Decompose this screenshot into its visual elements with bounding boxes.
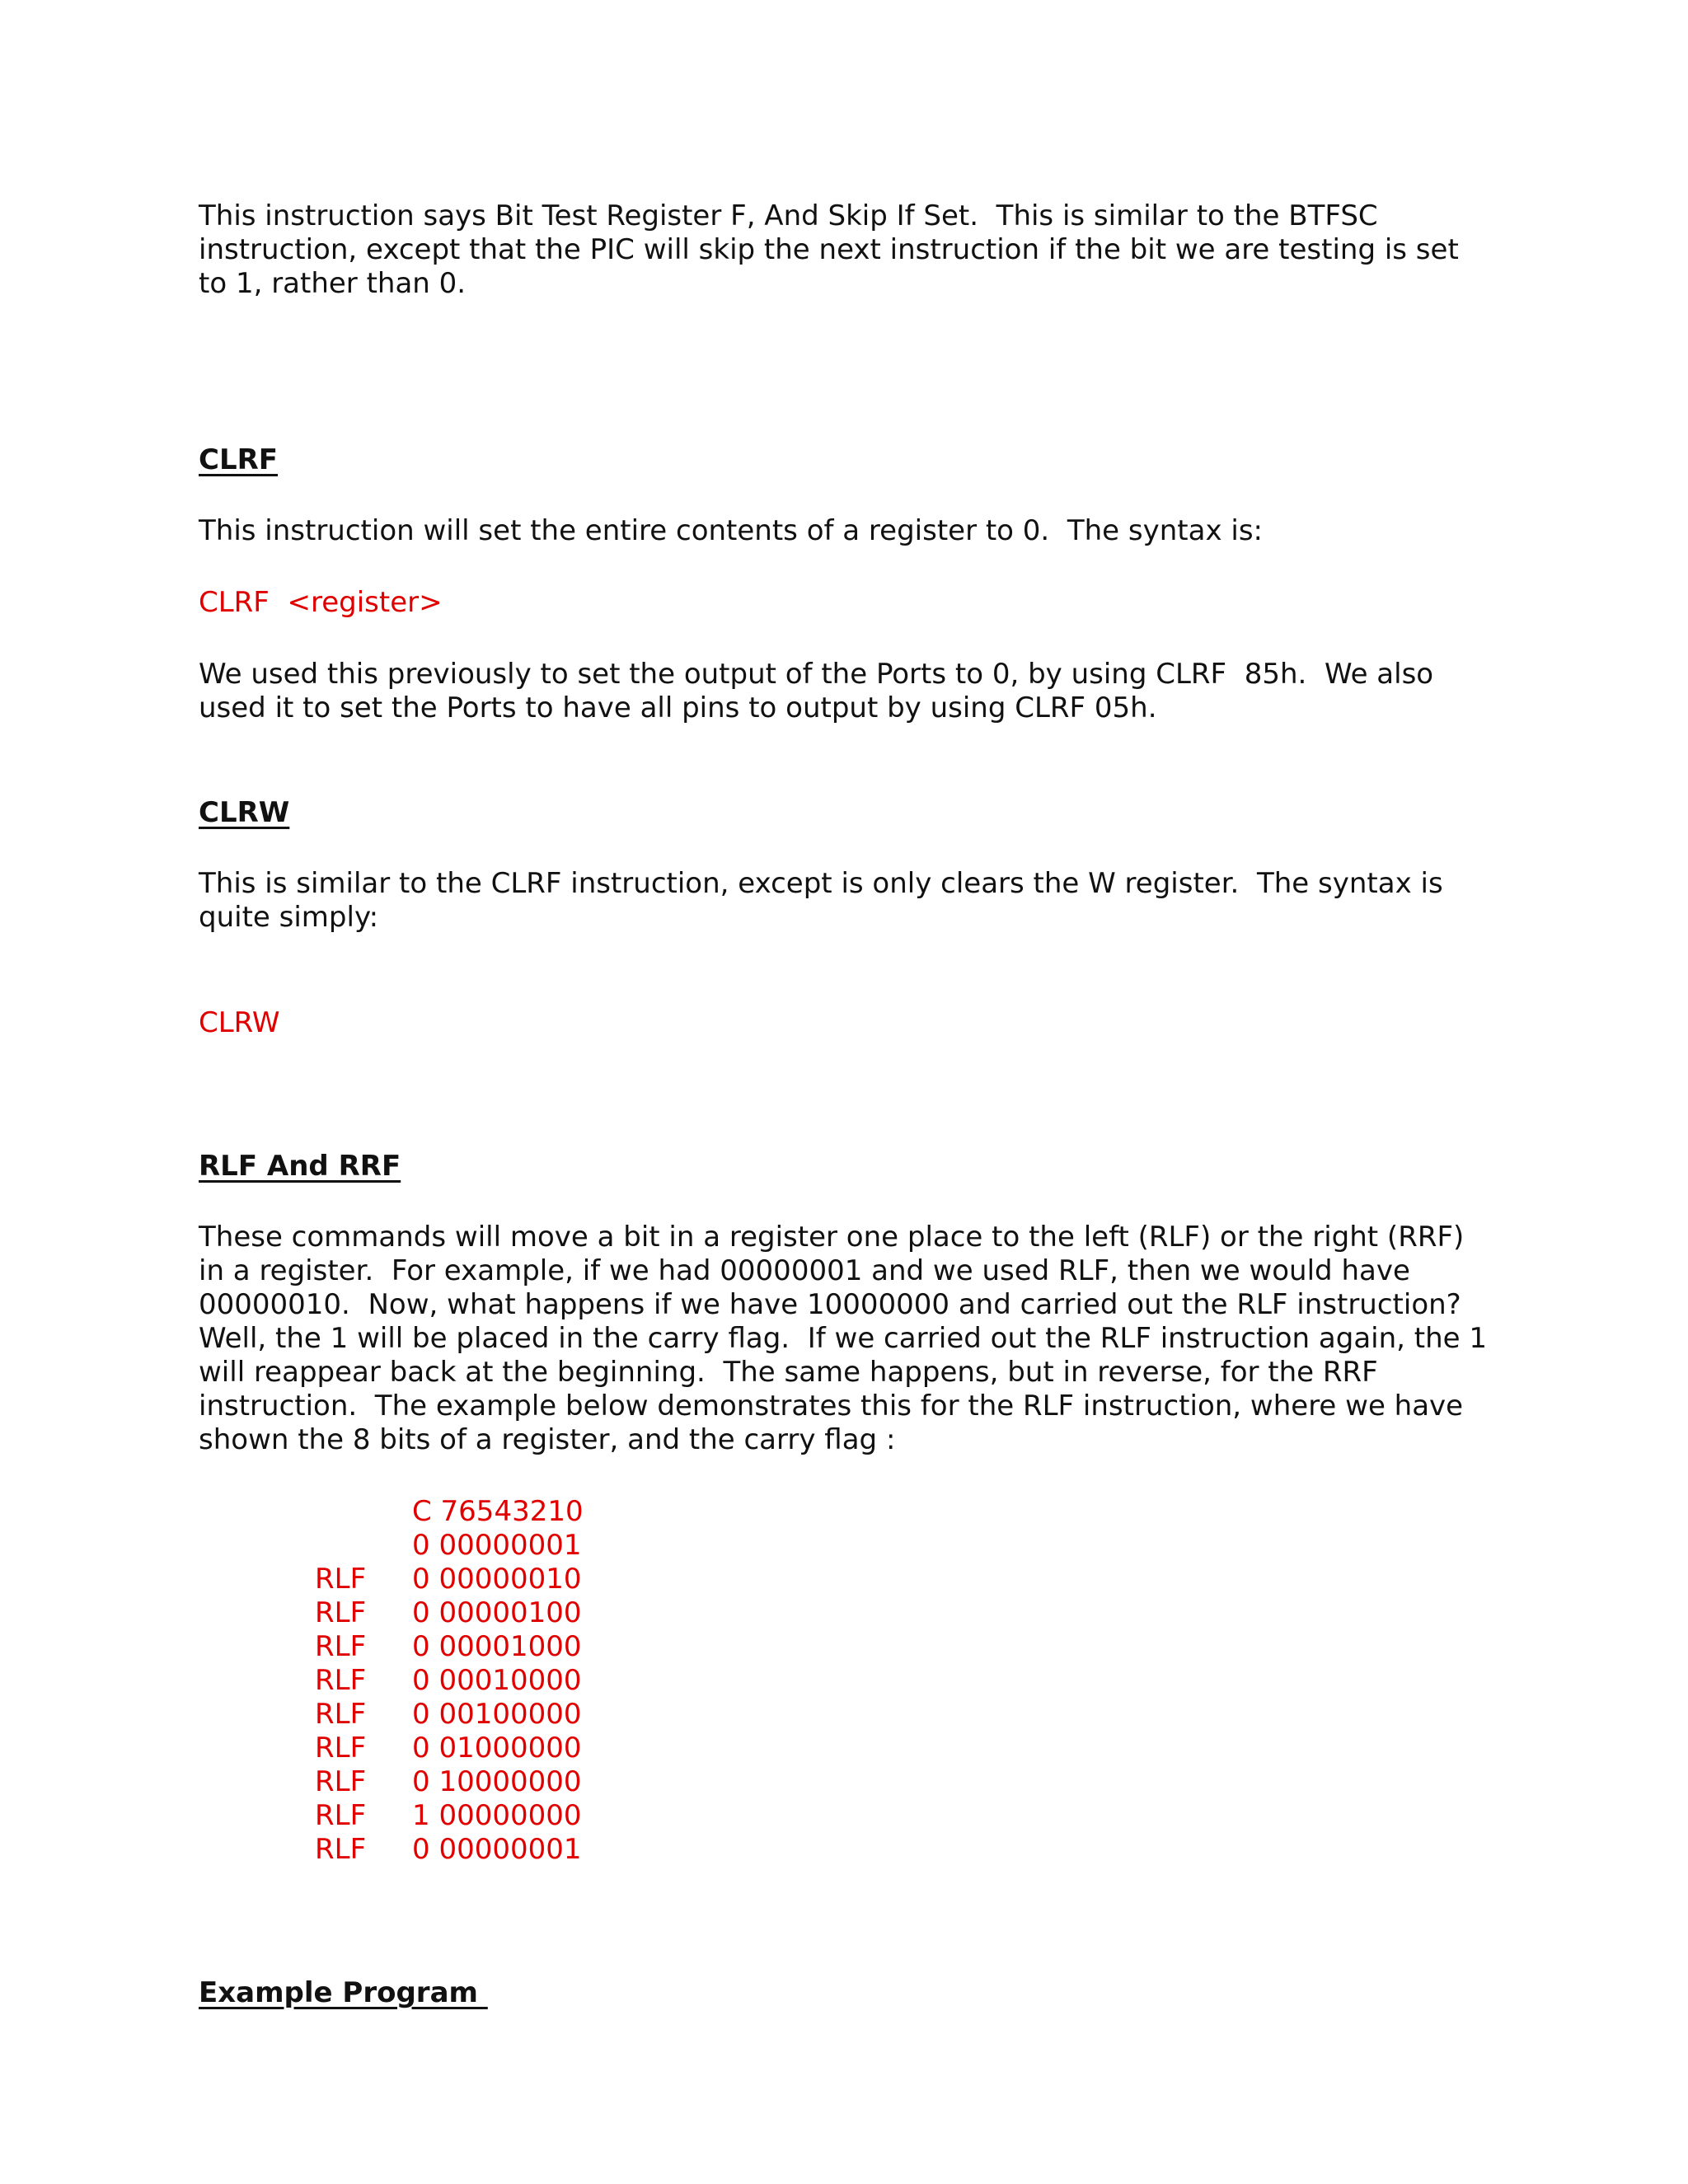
- intro-line: This instruction says Bit Test Register F, And Skip If Set. This is similar to the BTFSC: [199, 199, 1378, 232]
- rlf-op-cell: RLF: [315, 1833, 367, 1866]
- rlf-rrf-description-line: shown the 8 bits of a register, and the carry flag :: [199, 1423, 896, 1456]
- clrw-description-line: quite simply:: [199, 901, 379, 934]
- rlf-rrf-description-line: in a register. For example, if we had 00000001 and we used RLF, then we would have: [199, 1254, 1410, 1287]
- intro-line: instruction, except that the PIC will skip the next instruction if the bit we are testing is set: [199, 233, 1459, 266]
- rlf-op-cell: RLF: [315, 1698, 367, 1731]
- clrf-syntax: CLRF <register>: [199, 586, 443, 619]
- rlf-rrf-heading: RLF And RRF: [199, 1150, 401, 1183]
- rlf-example-table: [199, 1495, 1493, 1867]
- intro-paragraph: [199, 199, 1493, 301]
- rlf-op-cell: RLF: [315, 1664, 367, 1697]
- rlf-op-cell: RLF: [315, 1732, 367, 1765]
- rlf-table-row: [199, 1495, 1493, 1529]
- clrw-heading: CLRW: [199, 796, 290, 829]
- rlf-bits-cell: 0 10000000: [412, 1765, 582, 1798]
- rlf-bits-cell: 0 01000000: [412, 1732, 582, 1765]
- rlf-rrf-description-line: Well, the 1 will be placed in the carry flag. If we carried out the RLF instruction again, the 1: [199, 1322, 1488, 1355]
- rlf-op-cell: RLF: [315, 1765, 367, 1798]
- clrf-usage-line: used it to set the Ports to have all pins to output by using CLRF 05h.: [199, 691, 1157, 724]
- rlf-table-row: [199, 1833, 1493, 1867]
- intro-line: to 1, rather than 0.: [199, 267, 467, 300]
- clrf-heading: CLRF: [199, 443, 279, 476]
- rlf-table-row: [199, 1799, 1493, 1833]
- rlf-bits-cell: 0 00001000: [412, 1630, 582, 1663]
- clrf-usage-line: We used this previously to set the output of the Ports to 0, by using CLRF 85h. We also: [199, 658, 1434, 691]
- rlf-bits-cell: 1 00000000: [412, 1799, 582, 1832]
- rlf-table-row: [199, 1596, 1493, 1630]
- rlf-table-row: [199, 1529, 1493, 1563]
- clrf-description: This instruction will set the entire contents of a register to 0. The syntax is:: [199, 514, 1263, 547]
- rlf-bits-cell: 0 00000010: [412, 1563, 582, 1596]
- rlf-op-cell: RLF: [315, 1799, 367, 1832]
- rlf-bits-cell: 0 00000001: [412, 1529, 582, 1562]
- rlf-rrf-description-line: instruction. The example below demonstrates this for the RLF instruction, where we have: [199, 1390, 1464, 1422]
- rlf-op-cell: RLF: [315, 1596, 367, 1629]
- rlf-rrf-description-line: will reappear back at the beginning. The same happens, but in reverse, for the RRF: [199, 1356, 1378, 1389]
- rlf-rrf-description: [199, 1221, 1493, 1457]
- rlf-bits-cell: 0 00000100: [412, 1596, 582, 1629]
- rlf-table-row: [199, 1664, 1493, 1698]
- rlf-table-row: [199, 1732, 1493, 1765]
- rlf-rrf-description-line: These commands will move a bit in a register one place to the left (RLF) or the right (RRF): [199, 1221, 1465, 1254]
- rlf-bits-cell: 0 00100000: [412, 1698, 582, 1731]
- document-page: [199, 199, 1493, 2010]
- clrw-syntax: CLRW: [199, 1006, 280, 1039]
- clrw-description-line: This is similar to the CLRF instruction, except is only clears the W register. The syntax is: [199, 867, 1443, 900]
- rlf-bits-cell: 0 00000001: [412, 1833, 582, 1866]
- clrw-description: [199, 867, 1493, 935]
- rlf-table-row: [199, 1563, 1493, 1596]
- rlf-op-cell: RLF: [315, 1563, 367, 1596]
- example-program-heading: Example Program: [199, 1976, 488, 2009]
- rlf-bits-cell: C 76543210: [412, 1495, 584, 1528]
- rlf-bits-cell: 0 00010000: [412, 1664, 582, 1697]
- clrf-usage-paragraph: [199, 658, 1493, 725]
- rlf-rrf-description-line: 00000010. Now, what happens if we have 10000000 and carried out the RLF instruction?: [199, 1288, 1461, 1321]
- rlf-table-row: [199, 1765, 1493, 1799]
- rlf-op-cell: RLF: [315, 1630, 367, 1663]
- rlf-table-row: [199, 1630, 1493, 1664]
- rlf-table-row: [199, 1698, 1493, 1732]
